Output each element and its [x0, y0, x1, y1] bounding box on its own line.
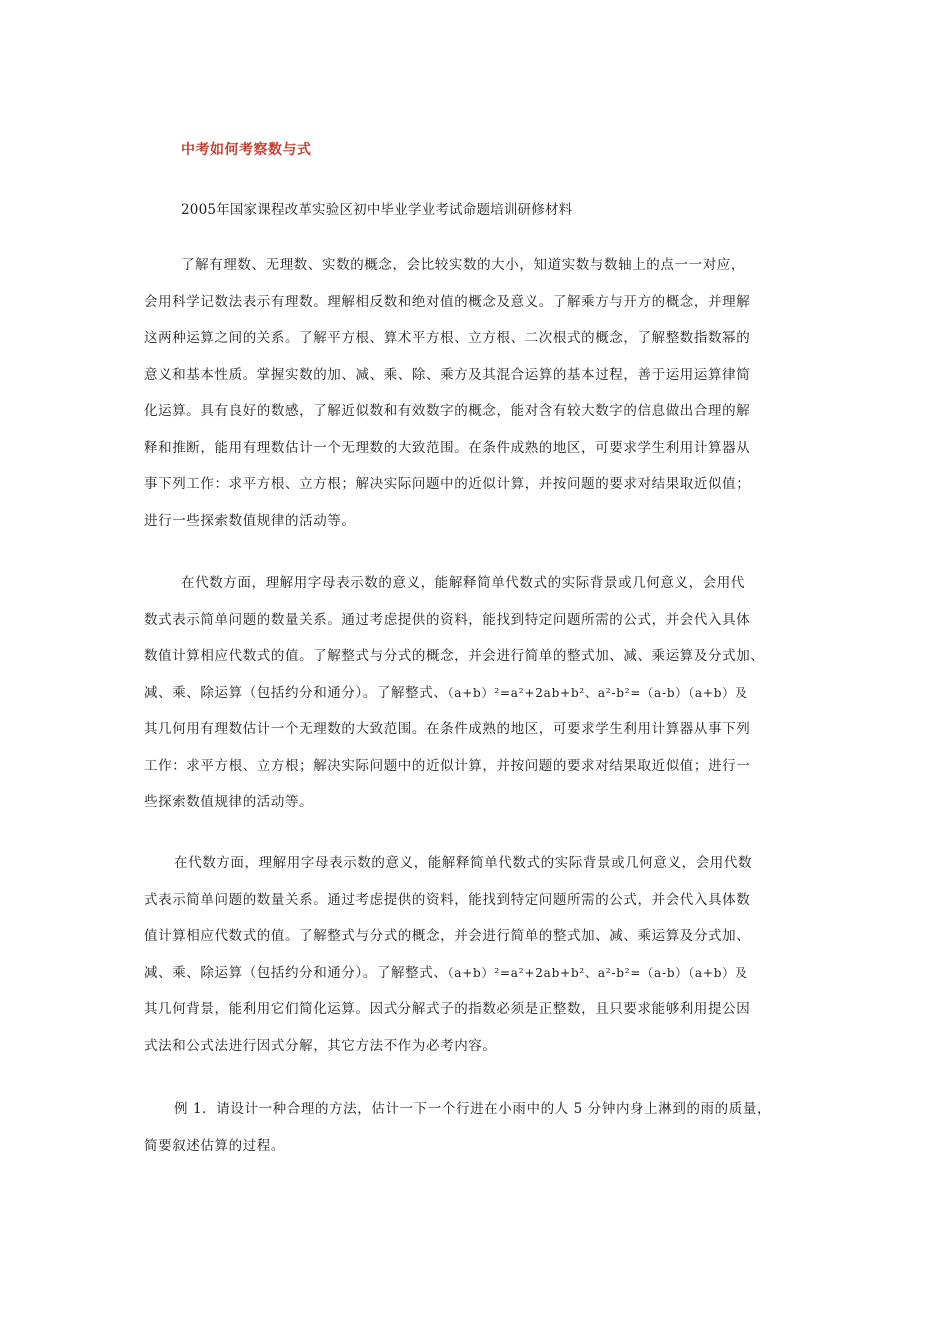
paragraph-line: 在代数方面，理解用字母表示数的意义，能解释简单代数式的实际背景或几何意义，会用代	[181, 575, 745, 591]
math-formula: （a+b）²=a²+2ab+b²、a²-b²=（a-b）（a+b）及	[447, 685, 748, 700]
paragraph-line: 数值计算相应代数式的值。了解整式与分式的概念，并会进行简单的整式加、减、乘运算及分式加、	[144, 648, 765, 664]
paragraph-text: 减、乘、除运算（包括约分和通分）。了解整式、	[144, 964, 448, 981]
paragraph-line: 数式表示简单问题的数量关系。通过考虑提供的资料，能找到特定问题所需的公式，并会代入具体	[144, 611, 751, 628]
paragraph-line: 式法和公式法进行因式分解，其它方法不作为必考内容。	[144, 1037, 497, 1054]
paragraph-line: 些探索数值规律的活动等。	[144, 794, 314, 810]
example-line: 例 1．请设计一种合理的方法，估计一下一个行进在小雨中的人 5 分钟内身上淋到的雨的质量，	[174, 1101, 772, 1117]
paragraph-1	[144, 255, 814, 547]
math-formula: （a+b）²=a²+2ab+b²、a²-b²=（a-b）（a+b）及	[447, 965, 748, 980]
paragraph-line: 其几何背景，能利用它们简化运算。因式分解式子的指数必须是正整数，且只要求能够利用提公因	[144, 1001, 751, 1017]
paragraph-line: 在代数方面，理解用字母表示数的意义，能解释简单代数式的实际背景或几何意义，会用代数	[174, 855, 753, 871]
example-1	[144, 1099, 814, 1172]
paragraph-2	[144, 573, 814, 829]
document-title: 中考如何考察数与式	[181, 142, 312, 158]
paragraph-text: 减、乘、除运算（包括约分和通分）。了解整式、	[144, 684, 448, 701]
paragraph-line: 化运算。具有良好的数感，了解近似数和有效数字的概念，能对含有较大数字的信息做出合理的解	[144, 403, 751, 419]
paragraph-line: 事下列工作：求平方根、立方根；解决实际问题中的近似计算，并按问题的要求对结果取近似值；	[144, 476, 751, 492]
paragraph-line: 其几何用有理数估计一个无理数的大致范围。在条件成熟的地区，可要求学生利用计算器从事下列	[144, 721, 751, 737]
paragraph-line: 进行一些探索数值规律的活动等。	[144, 512, 356, 529]
paragraph-line: 会用科学记数法表示有理数。理解相反数和绝对值的概念及意义。了解乘方与开方的概念，并理解	[144, 293, 751, 310]
paragraph-line: 释和推断，能用有理数估计一个无理数的大致范围。在条件成熟的地区，可要求学生利用计算器从	[144, 439, 751, 456]
paragraph-line	[144, 963, 814, 1000]
paragraph-line: 了解有理数、无理数、实数的概念，会比较实数的大小，知道实数与数轴上的点一一对应，	[181, 257, 745, 273]
document-subtitle: 2005年国家课程改革实验区初中毕业学业考试命题培训研修材料	[181, 202, 573, 218]
paragraph-line: 值计算相应代数式的值。了解整式与分式的概念，并会进行简单的整式加、减、乘运算及分式加、	[144, 928, 751, 944]
paragraph-line: 工作：求平方根、立方根；解决实际问题中的近似计算，并按问题的要求对结果取近似值；进行一	[144, 757, 751, 774]
paragraph-line: 这两种运算之间的关系。了解平方根、算术平方根、立方根、二次根式的概念，了解整数指数幂的	[144, 330, 751, 346]
paragraph-line: 式表示简单问题的数量关系。通过考虑提供的资料，能找到特定问题所需的公式，并会代入具体数	[144, 891, 751, 908]
example-line: 简要叙述估算的过程。	[144, 1137, 285, 1154]
paragraph-line: 意义和基本性质。掌握实数的加、减、乘、除、乘方及其混合运算的基本过程，善于运用运算律简	[144, 366, 751, 383]
paragraph-3	[144, 853, 814, 1072]
paragraph-line	[144, 683, 814, 720]
